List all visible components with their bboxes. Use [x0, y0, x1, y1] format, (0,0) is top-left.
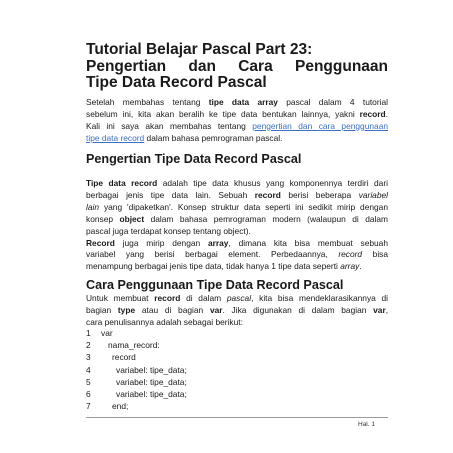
text: variabel yang berisi berbagai element. Perbedaannya,	[86, 249, 328, 260]
text: yang 'dipaketkan'. Konsep struktur data seperti ini sedikit mirip dengan	[103, 201, 388, 212]
text: konsep	[86, 213, 114, 224]
text: Kali ini saya akan membahas tentang	[86, 120, 246, 131]
bold-term: var	[209, 304, 223, 315]
code-text: variabel: tipe_data;	[116, 376, 187, 387]
text: ,	[385, 304, 389, 315]
text: pascal juga terdapat konsep tentang object).	[86, 225, 251, 236]
bold-term: type	[117, 304, 136, 315]
title-word: Cara	[238, 57, 273, 75]
text: .	[359, 261, 362, 272]
bold-term: array	[207, 237, 229, 248]
bold-term: var	[373, 304, 386, 315]
line-number: 5	[86, 376, 91, 387]
text: Setelah membahas tentang	[86, 97, 201, 107]
text: atau di bagian	[141, 304, 204, 315]
code-text: var	[101, 328, 113, 338]
italic-term: variabel	[358, 189, 389, 200]
bold-term: record	[154, 293, 181, 303]
bold-term: Record	[86, 237, 115, 248]
italic-term: record	[338, 249, 363, 260]
bold-term: record	[359, 108, 386, 119]
code-text: end;	[112, 401, 129, 412]
section-heading-pengertian: Pengertian Tipe Data Record Pascal	[86, 152, 302, 166]
bold-term: object	[119, 213, 145, 224]
line-number: 3	[86, 352, 91, 363]
text: menampung berbagai jenis tipe data, tidak hanya 1 tipe data seperti	[86, 261, 338, 272]
code-text: variabel: tipe_data;	[116, 388, 187, 399]
pengertian-paragraph-1	[86, 178, 388, 273]
text: berbagai jenis tipe data lain. Sebuah	[86, 189, 248, 200]
text: berisi beberapa	[288, 189, 352, 200]
text: sebelum ini, kita akan beralih ke tipe data bentukan lainnya, yakni	[86, 108, 355, 119]
footer-divider	[86, 417, 388, 418]
bold-term: tipe data array	[208, 97, 278, 107]
intro-paragraph	[86, 97, 388, 145]
text: dalam bahasa pemrograman pascal.	[146, 132, 283, 143]
italic-term: pascal	[226, 293, 252, 303]
line-number: 4	[86, 364, 91, 375]
title-line-3: Tipe Data Record Pascal	[86, 74, 267, 91]
line-number: 7	[86, 401, 91, 412]
text: di dalam	[186, 293, 222, 303]
text: , kita bisa mendeklarasikannya di	[251, 293, 389, 303]
title-word: Penggunaan	[294, 57, 388, 75]
article-link[interactable]: pengertian dan cara penggunaan	[252, 120, 389, 131]
bold-term: record	[254, 189, 281, 200]
page-number: Hal. 1	[358, 421, 375, 428]
italic-term: array	[340, 261, 360, 272]
text: Untuk membuat	[86, 293, 149, 303]
text: dalam bahasa pemrograman modern (walaupun di dalam	[150, 213, 389, 224]
section-heading-cara-penggunaan: Cara Penggunaan Tipe Data Record Pascal	[86, 278, 344, 292]
code-text: variabel: tipe_data;	[116, 364, 187, 375]
line-number: 1	[86, 328, 91, 338]
line-number: 6	[86, 388, 91, 399]
text: .	[385, 108, 388, 119]
text: adalah tipe data khusus yang komponennya terdiri dari	[162, 178, 388, 188]
text: bagian	[86, 304, 112, 315]
bold-term: Tipe data record	[86, 178, 158, 188]
text: bisa	[372, 249, 389, 260]
code-text: nama_record:	[108, 340, 160, 351]
line-number: 2	[86, 340, 91, 351]
article-link[interactable]: tipe data record	[86, 132, 145, 143]
page-title	[86, 42, 388, 92]
text: . Jika digunakan di dalam bagian	[222, 304, 367, 315]
text: , dimana kita bisa membuat sebuah	[228, 237, 388, 248]
title-word: dan	[188, 57, 216, 75]
text: pascal dalam 4 tutorial	[286, 97, 389, 107]
code-text: record	[112, 352, 136, 363]
italic-term: lain	[86, 201, 100, 212]
title-line-1: Tutorial Belajar Pascal Part 23:	[86, 41, 313, 58]
text: cara penulisannya adalah sebagai berikut:	[86, 316, 243, 327]
title-word: Pengertian	[86, 57, 167, 75]
cara-penggunaan-paragraph	[86, 293, 388, 329]
text: juga mirip dengan	[122, 237, 201, 248]
title-line-2	[86, 59, 388, 76]
